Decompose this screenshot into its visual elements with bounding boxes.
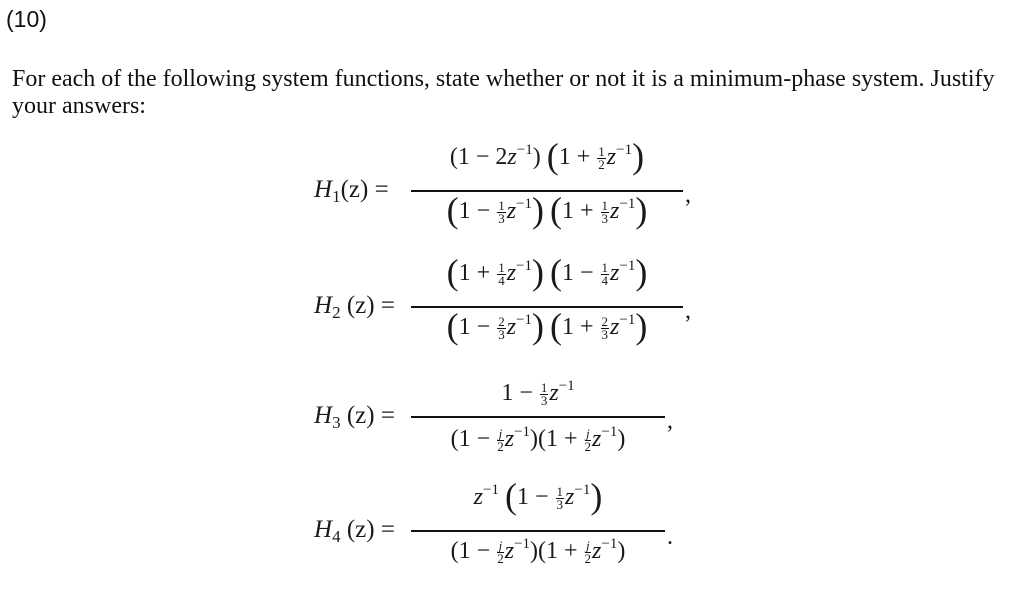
numerator: $z^{-1}$ (1 − $\frac{1}{3}$ $z^{-1}$) <box>473 476 603 516</box>
numerator: (1 + $\frac{1}{4}$ $z^{-1}$) (1 − $\frac{1}{4}$ $z^{-1}$) <box>446 252 648 292</box>
fraction <box>411 252 683 356</box>
punctuation: , <box>685 182 691 208</box>
numerator: $(1 - 2z^{-1})$ (1 + $\frac{1}{2}$ $z^{-1}$) <box>449 136 645 176</box>
fraction <box>411 478 665 578</box>
fraction <box>411 136 683 240</box>
problem-statement: For each of the following system functions, state whether or not it is a minimum-phase system. Justify your answers: <box>12 66 995 119</box>
fraction <box>411 370 665 466</box>
punctuation: . <box>667 524 673 550</box>
denominator: (1 − $\frac{j}{2}$ $z^{-1})(1$ + $\frac{j}{2}$ $z^{-1}$) <box>450 536 626 566</box>
numerator: 1 − $\frac{1}{3}$ $z^{-1}$ <box>501 378 575 408</box>
denominator: (1 − $\frac{1}{3}$ $z^{-1}$) (1 + $\frac{1}{3}$ $z^{-1}$) <box>446 190 648 230</box>
question-number: (10) <box>6 6 47 32</box>
punctuation: , <box>667 408 673 434</box>
equation-lhs: $H_4$ (z) = <box>314 516 395 546</box>
equation-lhs: $H_3$ (z) = <box>314 402 395 432</box>
denominator: (1 − $\frac{2}{3}$ $z^{-1}$) (1 + $\frac{2}{3}$ $z^{-1}$) <box>446 306 648 346</box>
equation-lhs: $H_2$ (z) = <box>314 292 395 322</box>
equation-lhs: $H_1(z)$ = <box>314 176 389 206</box>
punctuation: , <box>685 298 691 324</box>
fraction-bar <box>411 530 665 532</box>
denominator: (1 − $\frac{j}{2}$ $z^{-1})(1$ + $\frac{j}{2}$ $z^{-1}$) <box>450 424 626 454</box>
fraction-bar <box>411 416 665 418</box>
